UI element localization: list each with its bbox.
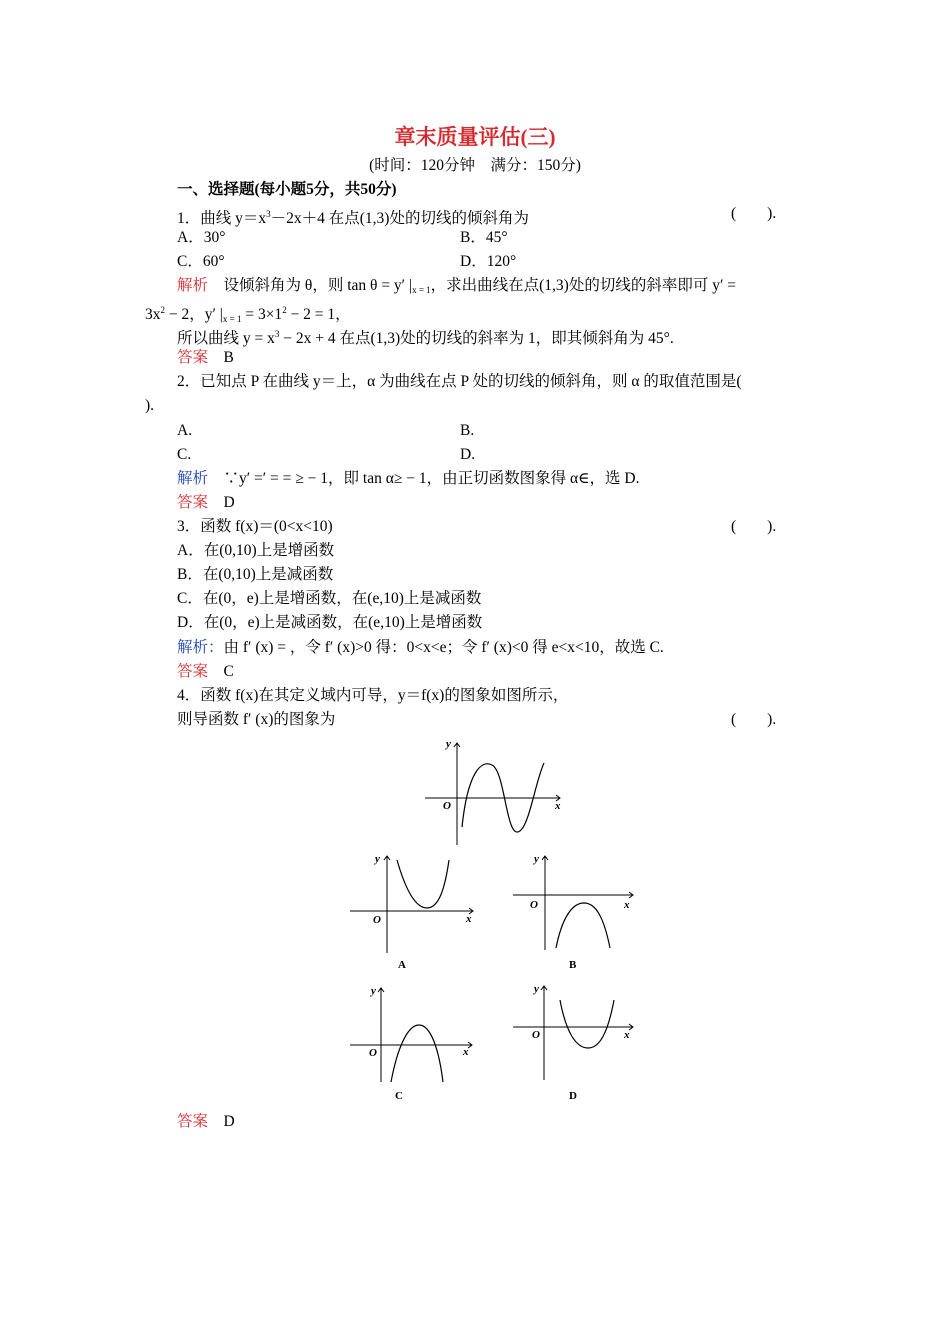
q2-option-d: D. <box>460 446 476 463</box>
q2-stem-cont: ). <box>145 397 155 414</box>
x-axis-label: x <box>555 800 561 812</box>
analysis-label: 解析 <box>177 470 209 487</box>
svg-text:O: O <box>373 914 381 926</box>
svg-text:O: O <box>530 899 538 911</box>
q3-option-c: C．在(0，e)上是增函数，在(e,10)上是减函数 <box>177 590 482 607</box>
choice-label-b: B <box>569 959 577 971</box>
choice-label-a: A <box>398 959 406 971</box>
q3-analysis: 解析：由 f′ (x) = ，令 f′ (x)>0 得：0<x<e；令 f′ (x)<0 得 e<x<10，故选 C. <box>177 639 664 656</box>
svg-text:x: x <box>624 1029 630 1041</box>
q4-answer: 答案 D <box>177 1113 235 1130</box>
q2-answer: 答案 D <box>177 494 235 511</box>
q4-main-graph <box>420 735 580 850</box>
q3-option-a: A．在(0,10)上是增函数 <box>177 542 335 559</box>
answer-label: 答案 <box>177 349 209 366</box>
svg-text:y: y <box>534 983 539 995</box>
q3-stem: 3．函数 f(x)＝(0<x<10) <box>177 518 333 535</box>
q4-choice-b-graph <box>508 848 648 973</box>
y-axis-label: y <box>446 738 451 750</box>
q1-analysis-line1: 解析 设倾斜角为 θ，则 tan θ = y′ $|_{x = 1}$，求出曲线在点(1,3)处的切线的斜率即可 y′ = <box>177 277 736 295</box>
q4-choice-a-graph <box>345 848 485 973</box>
q1-answer: 答案 B <box>177 349 234 366</box>
svg-text:x: x <box>624 899 630 911</box>
q4-choice-d-graph <box>508 980 648 1105</box>
analysis-label: 解析 <box>177 277 209 294</box>
q2-option-c: C. <box>177 446 192 463</box>
q2-option-b: B. <box>460 422 475 439</box>
svg-text:y: y <box>371 985 376 997</box>
answer-label: 答案 <box>177 494 209 511</box>
q3-option-d: D．在(0，e)上是减函数，在(e,10)上是增函数 <box>177 614 483 631</box>
q2-analysis: 解析 ∵y′ =′ = = ≥ − 1，即 tan α≥ − 1，由正切函数图象得 α∈，选 D. <box>177 470 640 487</box>
page-title: 章末质量评估(三) <box>394 125 556 149</box>
svg-text:x: x <box>466 913 472 925</box>
choice-label-c: C <box>395 1090 403 1102</box>
q3-answer: 答案 C <box>177 663 234 680</box>
q3-option-b: B．在(0,10)上是减函数 <box>177 566 334 583</box>
answer-label: 答案 <box>177 1113 209 1130</box>
q1-analysis-line2: $3x^2 - 2$，y′ $|_{x = 1} = 3\times 1^2 - 2 = 1$， <box>145 305 351 324</box>
q1-option-c: C．60° <box>177 253 225 270</box>
choice-label-d: D <box>569 1090 577 1102</box>
answer-label: 答案 <box>177 663 209 680</box>
q3-answer-blank: ( ). <box>731 518 777 535</box>
q1-option-d: D．120° <box>460 253 517 270</box>
q4-stem: 4．函数 f(x)在其定义域内可导，y＝f(x)的图象如图所示， <box>177 687 569 704</box>
q2-option-a: A. <box>177 422 193 439</box>
page-subtitle: (时间：120分钟 满分：150分) <box>369 157 581 174</box>
svg-text:O: O <box>532 1029 540 1041</box>
q4-stem-cont: 则导函数 f′ (x)的图象为 <box>177 711 336 728</box>
q1-analysis-line3: 所以曲线 $y = x^3 - 2x + 4$ 在点(1,3)处的切线的斜率为 1，即其倾斜角为 45°. <box>177 329 674 347</box>
origin-label: O <box>443 800 451 812</box>
q4-choice-c-graph <box>345 980 485 1105</box>
q1-answer-blank: ( ). <box>731 205 777 222</box>
svg-text:x: x <box>463 1046 469 1058</box>
section-heading: 一、选择题(每小题5分，共50分) <box>177 181 397 198</box>
svg-text:y: y <box>534 853 539 865</box>
q1-option-a: A．30° <box>177 229 226 246</box>
analysis-label: 解析： <box>177 639 224 656</box>
q2-stem: 2．已知点 P 在曲线 y＝上，α 为曲线在点 P 处的切线的倾斜角，则 α 的取值范围是( <box>177 373 742 390</box>
q1-option-b: B．45° <box>460 229 508 246</box>
q4-answer-blank: ( ). <box>731 711 777 728</box>
svg-text:y: y <box>375 853 380 865</box>
svg-text:O: O <box>369 1047 377 1059</box>
q1-stem: 1．曲线 $y=x^3-2x+4$ 在点(1,3)处的切线的倾斜角为 <box>177 209 529 227</box>
